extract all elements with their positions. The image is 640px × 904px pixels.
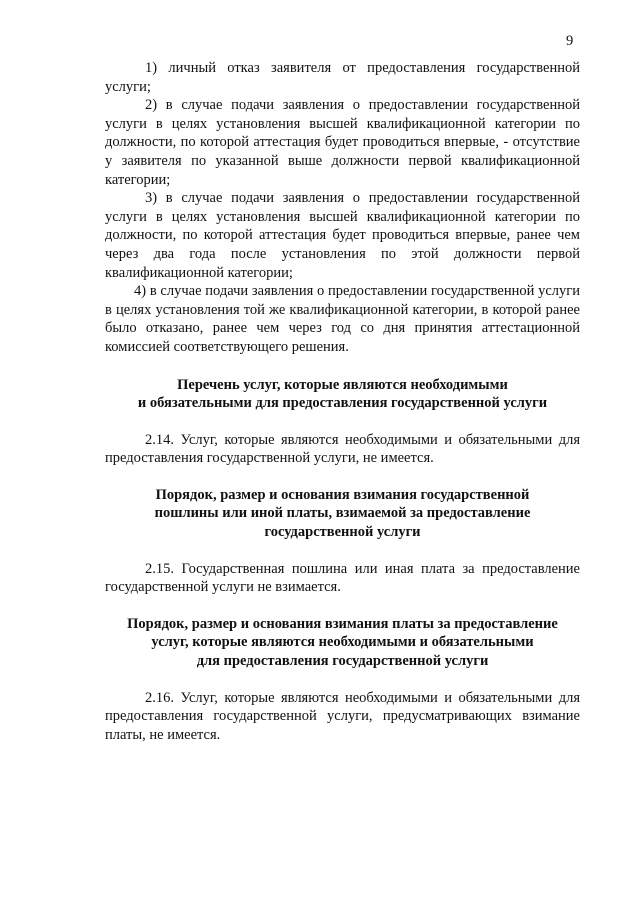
clause-1: 1) личный отказ заявителя от предоставления государственной услуги; (105, 60, 580, 95)
heading-line: Порядок, размер и основания взимания государственной (155, 486, 530, 503)
document-body (105, 59, 580, 744)
section-heading-2-14 (105, 376, 580, 413)
section-heading-2-15 (105, 486, 580, 542)
heading-line: Перечень услуг, которые являются необходимыми (177, 376, 508, 393)
clause-4: 4) в случае подачи заявления о предоставлении государственной услуги в целях установления той же квалификационной категории, в которой ранее было отказано, ранее чем через год со дня принятия аттестационной комиссией соответствующего решения. (105, 283, 580, 355)
page-number: 9 (566, 33, 574, 49)
heading-line: пошлины или иной платы, взимаемой за предоставление (154, 505, 531, 522)
paragraph-2-16: 2.16. Услуг, которые являются необходимыми и обязательными для предоставления государственной услуги, предусматривающих взимание платы, не имеется. (105, 689, 580, 743)
clause-3: 3) в случае подачи заявления о предоставлении государственной услуги в целях установления высшей квалификационной категории по должности, по которой аттестация будет проводиться впервые, ранее чем через два года после установления по этой должности первой квалификационной категории; (105, 190, 580, 281)
paragraph-2-14: 2.14. Услуг, которые являются необходимыми и обязательными для предоставления государственной услуги, не имеется. (105, 431, 580, 467)
paragraph-2-15: 2.15. Государственная пошлина или иная плата за предоставление государственной услуги не взимается. (105, 560, 580, 596)
heading-line: государственной услуги (264, 524, 421, 541)
heading-line: и обязательными для предоставления государственной услуги (137, 395, 548, 412)
heading-line: услуг, которые являются необходимыми и обязательными (151, 634, 534, 651)
clause-2: 2) в случае подачи заявления о предоставлении государственной услуги в целях установления высшей квалификационной категории по должности, по которой аттестация будет проводиться впервые, - отсутствие у заявителя по указанной выше должности первой квалификационной категории; (105, 97, 580, 188)
section-heading-2-16 (105, 615, 580, 671)
heading-line: Порядок, размер и основания взимания платы за предоставление (127, 615, 558, 632)
heading-line: для предоставления государственной услуги (196, 653, 489, 670)
